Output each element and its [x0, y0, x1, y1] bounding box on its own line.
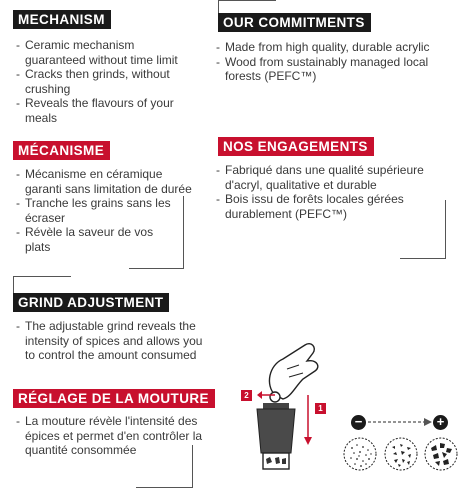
fine-grind-icon	[343, 437, 377, 471]
mechanism-list	[16, 38, 196, 125]
plus-icon: +	[433, 415, 448, 430]
minus-icon: −	[351, 415, 366, 430]
scale-arrow-icon	[368, 417, 432, 427]
divider-line	[13, 276, 71, 277]
medium-grind-icon	[384, 437, 418, 471]
list-item: - Ceramic mechanism guaranteed without time limit	[16, 38, 196, 67]
list-item: - Wood from sustainably managed local forests (PEFC™)	[216, 55, 452, 84]
divider-line	[400, 258, 446, 259]
grind-list	[16, 319, 204, 363]
list-item: - Bois issu de forêts locales gérées durablement (PEFC™)	[216, 192, 448, 221]
list-item: - Cracks then grinds, without crushing	[16, 67, 196, 96]
coarse-grind-icon	[424, 437, 458, 471]
list-item: - Mécanisme en céramique garanti sans limitation de durée	[16, 167, 192, 196]
engagements-heading: NOS ENGAGEMENTS	[218, 137, 374, 156]
down-arrow-icon	[304, 395, 312, 445]
reglage-heading: RÉGLAGE DE LA MOUTURE	[13, 389, 215, 408]
list-item: - The adjustable grind reveals the intensity of spices and allows you to control the amount consumed	[16, 319, 204, 363]
commitments-heading: OUR COMMITMENTS	[218, 13, 371, 32]
list-item: - Fabriqué dans une qualité supérieure d'acryl, qualitative et durable	[216, 163, 448, 192]
step-1-badge: 1	[315, 403, 326, 414]
list-item: - Tranche les grains sans les écraser	[16, 196, 192, 225]
divider-line	[13, 276, 14, 294]
grind-heading: GRIND ADJUSTMENT	[13, 293, 169, 312]
divider-line	[183, 196, 184, 268]
mecanisme-list	[16, 167, 192, 254]
list-item: - La mouture révèle l'intensité des épices et permet d'en contrôler la quantité consommée	[16, 414, 210, 458]
divider-line	[218, 0, 276, 1]
commitments-list	[216, 40, 452, 84]
divider-line	[129, 268, 184, 269]
list-item: - Reveals the flavours of your meals	[16, 96, 196, 125]
list-item: - Révèle la saveur de vos plats	[16, 225, 192, 254]
mecanisme-heading: MÉCANISME	[13, 141, 110, 160]
divider-line	[445, 200, 446, 258]
divider-line	[218, 0, 219, 13]
engagements-list	[216, 163, 448, 221]
rotate-arrow-icon	[255, 390, 277, 400]
mechanism-heading: MECHANISM	[13, 10, 111, 29]
step-2-badge: 2	[241, 390, 252, 401]
list-item: - Made from high quality, durable acrylic	[216, 40, 452, 55]
reglage-list	[16, 414, 210, 458]
divider-line	[192, 445, 193, 487]
